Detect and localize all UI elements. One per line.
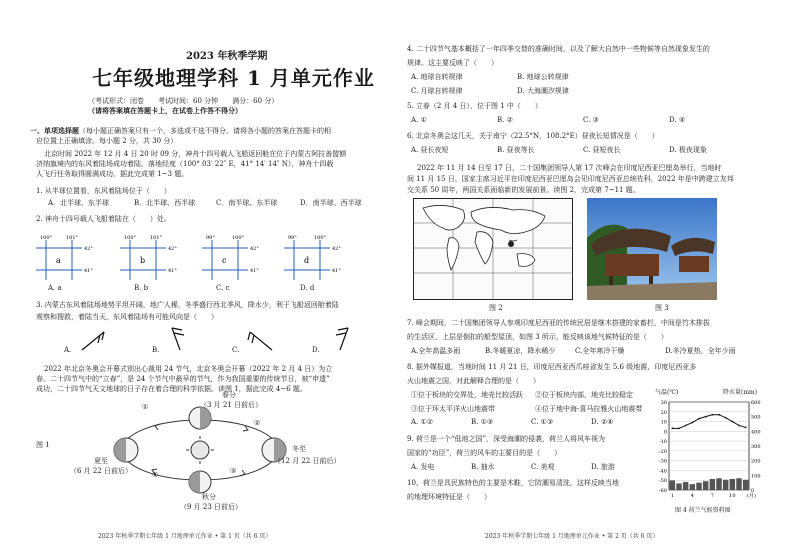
question-1: 1. 从半球位置看，东风着陆场位于（ ） xyxy=(36,187,171,195)
right-page xyxy=(397,0,794,550)
intro3-line-1: 2022 年 11 月 14 日至 17 日，二十国集团领导人第 17 次峰会在印度尼西亚巴厘岛举行，当地时 xyxy=(417,164,722,172)
q3-option-d[interactable]: D. xyxy=(312,346,320,354)
q6-option-d[interactable]: D. 极夜现象 xyxy=(669,146,707,154)
earth-orbit-diagram xyxy=(100,398,300,506)
precipitation-bar xyxy=(676,483,681,490)
climate-right-tick: 300 xyxy=(751,444,761,450)
precipitation-bar xyxy=(683,482,688,490)
q2-option-d[interactable]: D. d xyxy=(300,284,315,292)
climate-left-tick: -30 xyxy=(658,458,667,465)
summer-label: 夏至 xyxy=(94,457,108,465)
precipitation-bar xyxy=(730,479,735,490)
q5-option-a[interactable]: A. ① xyxy=(411,116,427,124)
precipitation-bar xyxy=(736,478,741,490)
q8-item-3: ③位于环太平洋火山地震带 xyxy=(411,405,495,413)
grid-point-label: d xyxy=(304,256,310,265)
temperature-point xyxy=(711,414,713,416)
footer-right: 2023 年秋季学期七年级 1 月地理单元作业 • 第 2 页（共 6 页） xyxy=(485,533,659,540)
intro2-line-1: 2022 年北京冬奥会开幕式别出心裁用 24 节气，北京冬奥会开幕（2022 年 2 月 4 日）为立 xyxy=(44,365,333,373)
q3-option-b[interactable]: B. xyxy=(152,346,160,354)
grid-lat-label: 42° xyxy=(84,246,93,252)
grid-lon-label: 100° xyxy=(232,235,245,241)
intro-line-3: 人飞行任务取得圆满成功。据此完成第 1~3 题。 xyxy=(36,170,189,178)
climate-month-tick: 4 xyxy=(690,493,694,499)
q6-option-b[interactable]: B. 昼夜等长 xyxy=(497,146,535,154)
section1-heading xyxy=(30,126,331,136)
q9-line-1: 9. 荷兰是一个“低地之国”，深受海潮的侵袭，荷兰人将风车视为 xyxy=(407,435,606,443)
grid-lat-label: 41° xyxy=(332,268,341,274)
figure-2-label: 图 2 xyxy=(489,304,503,312)
climate-figure-label: 图 4 荷兰气候资料图 xyxy=(675,507,731,514)
precipitation-bar xyxy=(723,480,728,490)
climate-left-tick: -60 xyxy=(658,488,667,494)
orbit-num-1: ① xyxy=(142,403,149,411)
q7-option-a[interactable]: A.全年高温多雨 xyxy=(411,347,461,355)
precipitation-bar xyxy=(670,480,675,490)
climate-right-tick: 100 xyxy=(751,473,761,480)
intro-line-2: 济纳旗境内的东风着陆场成功着陆，落地经度（100° 03′ 22″ E，41° 14′ 14″ N），神舟十四载 xyxy=(36,160,334,168)
intro3-line-3: 交关系 50 周年，两国关系面临新的发展前景。读图 2，完成第 7~11 题。 xyxy=(407,186,640,194)
q8-option-d[interactable]: D. ②④ xyxy=(591,418,614,426)
precipitation-bar xyxy=(690,484,695,490)
q5-option-d[interactable]: D. ④ xyxy=(669,116,686,124)
orbit-num-2: ② xyxy=(254,419,261,427)
q1-option-c[interactable]: C．南半球、东半球 xyxy=(216,199,278,207)
q7-line-2: 的生活区，上层是倒扣的船型屋顶，如图 3 所示，能反映该地气候特征的是（ ） xyxy=(407,333,668,341)
autumn-date: （9 月 23 日前后） xyxy=(180,503,243,511)
q3-line-2: 观察和搜救，着陆当天，东风着陆场有可能风向是（ ） xyxy=(36,313,218,321)
grid-box-a xyxy=(26,234,96,282)
q4-line-2: 规律。这主要反映了（ ） xyxy=(407,59,498,67)
exam-info: （考试形式：闭卷 考试时间：60 分钟 满分：60 分） xyxy=(88,97,279,105)
grid-lat-label: 41° xyxy=(84,268,93,274)
q7-option-b[interactable]: B.冬暖夏凉，降水稀少 xyxy=(485,347,556,355)
temperature-point xyxy=(731,421,733,423)
section1-desc: （每小题正确答案只有一个，多选或不选不得分。请将各小题的答案在答题卡的相 xyxy=(79,127,331,135)
question-2: 2. 神舟十四号载人飞船着陆在（ ）处。 xyxy=(36,215,171,223)
climate-month-tick: 7 xyxy=(710,493,714,499)
temperature-point xyxy=(685,425,687,427)
q4-option-b[interactable]: B. 地球公转规律 xyxy=(517,73,569,81)
temperature-point xyxy=(698,418,700,420)
section1-desc2: 应位置上正确填涂。每小题 2 分，共 30 分） xyxy=(36,137,178,145)
q8-item-1: ①位于板块的交界处，地壳比较活跃 xyxy=(411,391,523,399)
climate-left-tick: -40 xyxy=(658,468,667,475)
q8-option-a[interactable]: A. ①② xyxy=(411,418,434,426)
precipitation-bar xyxy=(716,478,721,490)
figure-1-label: 图 1 xyxy=(36,441,50,449)
temperature-point xyxy=(705,416,707,418)
header-year: 2023 年秋季学期 xyxy=(186,51,268,62)
bali-marker-icon xyxy=(508,241,514,247)
q1-option-b[interactable]: B．北半球、西半球 xyxy=(134,199,196,207)
precipitation-bar xyxy=(696,483,701,490)
winter-label: 冬至 xyxy=(292,445,306,453)
grid-lon-label: 100° xyxy=(40,235,53,241)
climate-left-tick: -20 xyxy=(658,448,667,455)
q4-option-a[interactable]: A. 地球自转规律 xyxy=(411,73,463,81)
question-6: 6. 北京冬奥会这几天，关于南宁（22.5°N，108.2°E）昼夜长短情况是（ ） xyxy=(407,132,659,140)
q9-option-c[interactable]: C. 美观 xyxy=(531,463,555,471)
q3-line-1: 3. 内蒙古东风着陆场地势平坦开阔，地广人稀，冬季盛行西北季风，降水少，利于飞船返回舱着陆 xyxy=(36,301,339,309)
page-title: 七年级地理学科 1 月单元作业 xyxy=(92,66,375,90)
q2-option-b[interactable]: B. b xyxy=(134,284,149,292)
intro-line-1: 北京时间 2022 年 12 月 4 日 20 时 09 分，神舟十四号载人飞船返回舱在位于内蒙古阿拉善盟额 xyxy=(44,150,347,158)
climate-month-tick: 1 xyxy=(670,493,674,499)
climate-right-tick: 200 xyxy=(751,458,761,465)
temperature-point xyxy=(725,417,727,419)
climate-chart xyxy=(647,398,777,502)
grid-lat-label: 41° xyxy=(168,268,177,274)
q3-option-c[interactable]: C. xyxy=(232,346,240,354)
q8-line-2: 火山地震之国，对此解释合理的是（ ） xyxy=(407,377,540,385)
q2-option-a[interactable]: A. a xyxy=(48,284,62,292)
q10-line-1: 10、荷兰是具民族特色的主要是木鞋，它防潮易清洗，这样反映当地 xyxy=(407,479,619,487)
q9-option-a[interactable]: A. 发电 xyxy=(411,463,435,471)
q9-option-b[interactable]: B. 抽水 xyxy=(471,463,495,471)
q4-option-c[interactable]: C. 月球自转规律 xyxy=(411,87,463,95)
winter-date: （12 月 22 日前后） xyxy=(274,457,341,465)
temperature-point xyxy=(671,428,673,430)
q7-option-c[interactable]: C.全年寒冷干燥 xyxy=(575,347,625,355)
q1-option-a[interactable]: A．北半球、东半球 xyxy=(48,199,110,207)
orbit-num-4: ④ xyxy=(152,471,159,479)
grid-point-label: c xyxy=(222,256,227,265)
climate-left-axis-label: 气温(℃) xyxy=(655,389,679,396)
exam-note: （请将答案填在答题卡上，在试卷上作答不得分） xyxy=(88,106,242,115)
q8-line-1: 8. 据外媒报道，当地时间 11 月 21 日，印度尼西亚西爪哇省发生 5.6 级地震，印度尼西亚多 xyxy=(407,363,697,371)
grid-box-b xyxy=(110,234,180,282)
q9-line-2: 国家的“功臣”，荷兰的风车的主要目的是（ ） xyxy=(407,449,562,457)
climate-left-tick: -10 xyxy=(658,439,667,446)
temperature-point xyxy=(718,414,720,416)
precipitation-bar xyxy=(703,481,708,490)
grid-lat-label: 42° xyxy=(168,246,177,252)
grid-box-d xyxy=(274,234,344,282)
figure-3-label: 图 3 xyxy=(655,304,669,312)
climate-left-tick: 20 xyxy=(660,409,667,416)
temperature-point xyxy=(745,427,747,429)
footer-left: 2023 年秋季学期七年级 1 月地理单元作业 • 第 1 页（共 6 页） xyxy=(98,533,272,540)
summer-date: （6 月 22 日前后） xyxy=(70,467,133,475)
precipitation-bar xyxy=(743,480,748,490)
wind-symbol-d-icon xyxy=(326,326,356,354)
orbit-num-3: ③ xyxy=(230,467,237,475)
q8-item-4: ④位于地中海-喜马拉雅火山地震带 xyxy=(535,405,643,413)
climate-right-tick: 600 xyxy=(751,400,761,406)
spring-date: （3 月 21 日前后） xyxy=(200,401,263,409)
grid-point-label: b xyxy=(140,256,146,265)
climate-left-tick: -50 xyxy=(658,478,667,485)
temperature-point xyxy=(738,425,740,427)
q7-option-d[interactable]: D.冬冷夏热，全年少雨 xyxy=(665,347,736,355)
q9-option-d[interactable]: D. 旅游 xyxy=(591,463,615,471)
q4-line-1: 4. 二十四节气基本概括了一年四季交替的准确时间，以及了解大自然中一些物候等自然现象发生的 xyxy=(407,45,710,53)
grid-lon-label: 101° xyxy=(66,235,79,241)
world-map-figure xyxy=(413,198,573,300)
intro2-line-2: 春。二十四节气中的“立春”，是 24 个节气中最早的节气，作为我国重要的传统节日，被“申遗” xyxy=(36,375,330,383)
grid-lat-label: 41° xyxy=(250,268,259,274)
question-5: 5. 立春（2 月 4 日），位于图 1 中（ ） xyxy=(407,102,542,110)
q3-option-a[interactable]: A. xyxy=(64,346,72,354)
grid-point-label: a xyxy=(56,256,61,265)
grid-lon-label: 99° xyxy=(206,235,215,241)
climate-month-tick: 10 xyxy=(729,493,736,499)
grid-lat-label: 42° xyxy=(250,246,259,252)
section1-title: 一、单项选择题 xyxy=(30,126,79,135)
q8-option-c[interactable]: C. ①③ xyxy=(531,418,554,426)
grid-box-c xyxy=(192,234,262,282)
traditional-house-photo xyxy=(587,198,717,300)
intro3-line-2: 间 11 月 15 日，国家主席习近平在印度尼西亚巴厘岛会见印度尼西亚总统佐科，2022 年是中跨建立友邦 xyxy=(407,175,734,183)
q8-option-b[interactable]: B. ①③ xyxy=(471,418,494,426)
grid-lon-label: 100° xyxy=(124,235,137,241)
q6-option-a[interactable]: A. 昼长夜短 xyxy=(411,146,449,154)
climate-left-tick: 0 xyxy=(663,429,667,436)
spring-label: 春分 xyxy=(222,391,236,399)
grid-lon-label: 101° xyxy=(150,235,163,241)
grid-lon-label: 100° xyxy=(314,235,327,241)
climate-month-unit: (月) xyxy=(747,493,756,499)
q7-line-1: 7. 峰会期间，二十国集团领导人参观印度尼西亚的传统民居是继木搭建的家畜栏，中间是竹木排拔 xyxy=(407,319,710,327)
climate-right-tick: 400 xyxy=(751,429,761,436)
wind-symbol-c-icon xyxy=(246,328,276,354)
temperature-point xyxy=(691,422,693,424)
q10-line-2: 的地理环境特征是（ ） xyxy=(407,493,491,501)
climate-left-tick: 10 xyxy=(660,419,667,426)
q2-option-c[interactable]: C. c xyxy=(216,284,230,292)
autumn-label: 秋分 xyxy=(202,493,216,501)
q5-option-c[interactable]: C. ③ xyxy=(583,116,599,124)
precipitation-bar xyxy=(710,479,715,490)
grid-lat-label: 42° xyxy=(332,246,341,252)
wind-symbol-a-icon xyxy=(78,328,108,354)
q6-option-c[interactable]: C. 昼短夜长 xyxy=(583,146,621,154)
q4-option-d[interactable]: D. 大海潮汐规律 xyxy=(517,87,569,95)
grid-lon-label: 99° xyxy=(288,235,297,241)
climate-right-tick: 500 xyxy=(751,414,761,421)
climate-left-tick: 30 xyxy=(660,400,667,406)
q1-option-d[interactable]: D．南半球、西半球 xyxy=(300,199,362,207)
temperature-point xyxy=(678,428,680,430)
climate-right-tick: 0 xyxy=(751,488,755,494)
wind-symbol-b-icon xyxy=(166,326,196,354)
climate-right-axis-label: 降水量(mm) xyxy=(723,389,758,396)
intro2-line-3: 成功，二十四节气天文地球的日子存在着合理的科学依据。读图 1，据此完成 4~6 题。 xyxy=(36,385,307,393)
q5-option-b[interactable]: B. ② xyxy=(497,116,513,124)
q8-item-2: ②位于板块内部，地壳比较稳定 xyxy=(535,391,633,399)
